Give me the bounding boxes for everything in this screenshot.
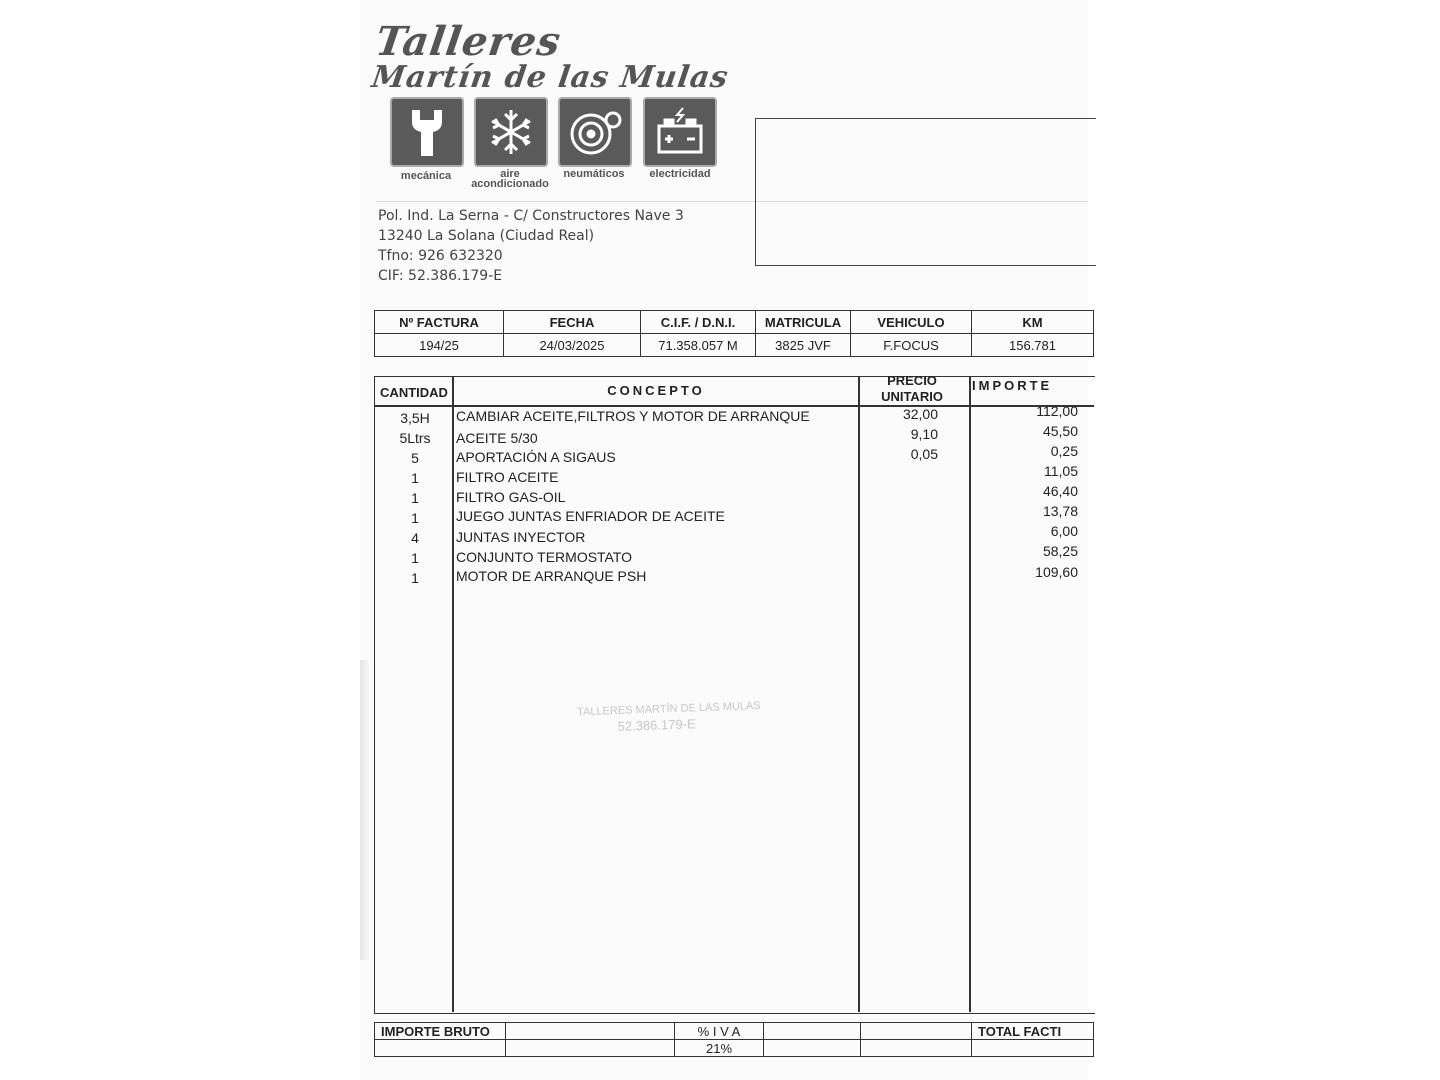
address-line2: 13240 La Solana (Ciudad Real): [378, 228, 595, 244]
invoice-date: 24/03/2025: [504, 334, 641, 357]
client-address-box: [755, 118, 1096, 266]
service-label-mecanica: mecánica: [400, 170, 452, 182]
service-label-electricidad: electricidad: [649, 168, 711, 180]
line-concept: JUEGO JUNTAS ENFRIADOR DE ACEITE: [456, 508, 725, 524]
header-label-factura: Nº FACTURA: [375, 311, 504, 334]
line-concept: FILTRO GAS-OIL: [456, 489, 566, 505]
line-concept: ACEITE 5/30: [456, 430, 538, 446]
col-head-precio: PRECIO UNITARIO: [881, 373, 943, 404]
line-amount: 6,00: [1050, 523, 1078, 539]
stamp-line2: 52.386.179-E: [617, 716, 696, 734]
cif: CIF: 52.386.179-E: [378, 268, 503, 284]
battery-icon: [643, 97, 717, 167]
iva-label: % I V A: [675, 1023, 764, 1040]
line-qty: 5Ltrs: [399, 430, 431, 446]
km: 156.781: [972, 334, 1094, 357]
snowflake-icon: [474, 97, 548, 167]
col-divider: [858, 376, 860, 1012]
col-head-cantidad: CANTIDAD: [380, 385, 448, 400]
header-label-matricula: MATRICULA: [756, 311, 851, 334]
line-amount: 109,60: [1035, 564, 1078, 580]
company-name-line2: Martín de las Mulas: [369, 60, 731, 95]
total-label: TOTAL FACTI: [972, 1023, 1094, 1040]
tire-icon: [558, 97, 632, 167]
line-concept: CAMBIAR ACEITE,FILTROS Y MOTOR DE ARRANQUE: [456, 408, 810, 424]
line-qty: 1: [411, 550, 419, 566]
line-price: 0,05: [910, 446, 938, 462]
header-label-km: KM: [972, 311, 1094, 334]
line-qty: 4: [411, 530, 419, 546]
col-head-importe: IMPORTE: [972, 378, 1053, 393]
phone: Tfno: 926 632320: [378, 248, 503, 264]
line-amount: 13,78: [1042, 503, 1078, 519]
header-label-vehiculo: VEHICULO: [851, 311, 972, 334]
line-amount: 45,50: [1042, 423, 1078, 439]
iva-value: 21%: [675, 1040, 764, 1057]
col-head-concepto: CONCEPTO: [607, 383, 705, 398]
line-amount: 0,25: [1050, 443, 1078, 459]
header-label-cif: C.I.F. / D.N.I.: [641, 311, 756, 334]
line-price: 32,00: [902, 406, 938, 422]
company-stamp: [577, 699, 769, 774]
client-cif: 71.358.057 M: [641, 334, 756, 357]
col-divider: [452, 376, 454, 1012]
line-amount: 112,00: [1036, 403, 1078, 419]
importe-bruto-label: IMPORTE BRUTO: [375, 1023, 506, 1040]
header-label-fecha: FECHA: [504, 311, 641, 334]
line-qty: 3,5H: [400, 410, 430, 426]
line-amount: 46,40: [1042, 483, 1078, 499]
company-name-line1: Talleres: [372, 18, 565, 65]
line-qty: 1: [411, 510, 419, 526]
service-label-aire: aire acondicionado: [471, 168, 549, 190]
line-qty: 1: [411, 570, 419, 586]
scan-shadow: [360, 660, 370, 960]
plate: 3825 JVF: [756, 334, 851, 357]
invoice-header-table: [374, 310, 1094, 357]
line-concept: APORTACIÓN A SIGAUS: [456, 449, 616, 465]
line-price: 9,10: [910, 426, 938, 442]
service-label-neumaticos: neumáticos: [563, 168, 625, 180]
col-divider: [969, 376, 971, 1012]
line-concept: FILTRO ACEITE: [456, 469, 559, 485]
line-concept: CONJUNTO TERMOSTATO: [456, 549, 633, 565]
line-qty: 1: [411, 470, 419, 486]
address-line1: Pol. Ind. La Serna - C/ Constructores Nave 3: [378, 208, 684, 224]
line-concept: MOTOR DE ARRANQUE PSH: [456, 568, 647, 584]
stamp-line1: TALLERES MARTÍN DE LAS MULAS: [576, 699, 761, 719]
vehicle: F.FOCUS: [851, 334, 972, 357]
wrench-icon: [390, 97, 464, 167]
totals-table: [374, 1022, 1094, 1057]
line-amount: 11,05: [1044, 463, 1078, 479]
line-concept: JUNTAS INYECTOR: [456, 529, 586, 545]
line-qty: 1: [411, 490, 419, 506]
invoice-number: 194/25: [375, 334, 504, 357]
line-amount: 58,25: [1042, 543, 1078, 559]
line-qty: 5: [411, 450, 419, 466]
